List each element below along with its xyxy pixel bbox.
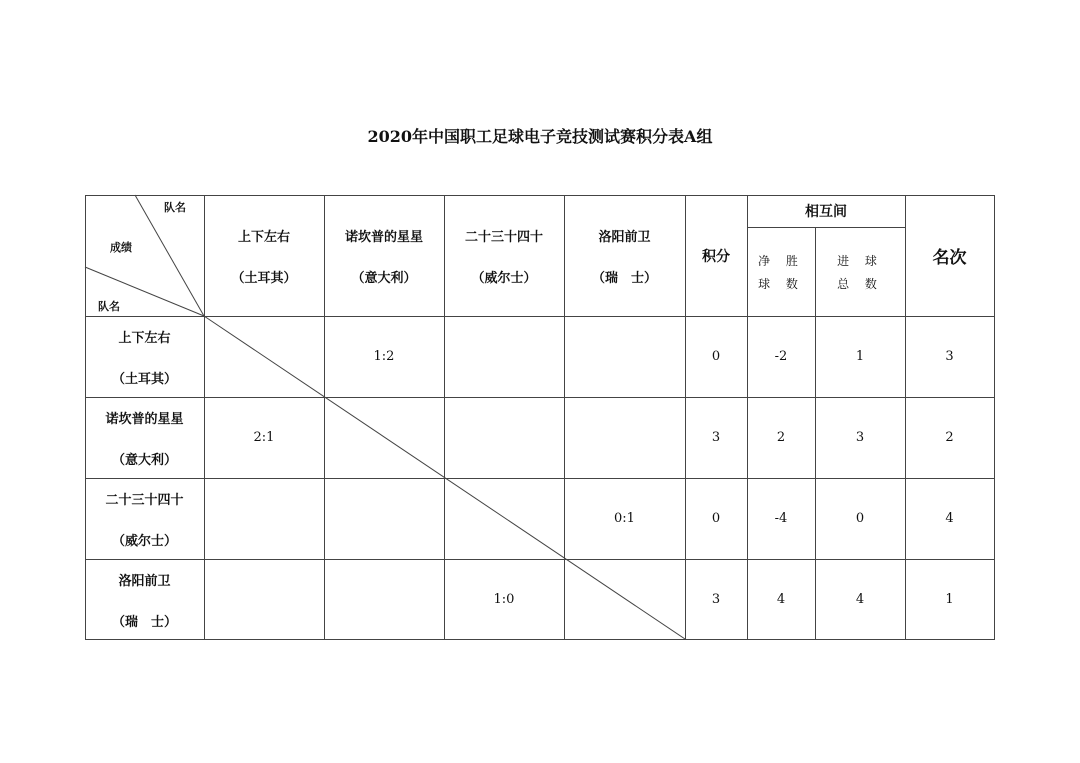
col-header-team-1 [204,195,324,316]
team-name: 洛阳前卫 [118,573,171,589]
points-cell: 0 [711,511,721,526]
score-cell [444,316,564,397]
net-goals-cell: -4 [774,511,788,526]
rank-cell: 4 [945,511,954,526]
row-header-team-1 [85,316,204,397]
team-name: 二十三十四十 [105,492,184,508]
col-header-total-goals [815,227,905,316]
row-header-team-2 [85,397,204,478]
rank-cell: 1 [945,592,954,607]
score-cell [324,397,444,478]
team-country: （威尔士） [111,533,177,549]
points-cell: 3 [711,430,721,445]
score-cell: 0:1 [614,511,635,526]
rank-cell: 2 [945,430,954,445]
net-goals-cell: -2 [774,349,788,364]
team-country: （土耳其） [231,270,297,286]
score-cell: 2:1 [253,430,275,445]
rank-cell: 3 [945,349,954,364]
team-name: 诺坎普的星星 [105,411,184,427]
team-name: 上下左右 [237,229,290,245]
score-cell: 1:2 [373,349,395,364]
team-country: （瑞 士） [111,614,177,630]
team-country: （意大利） [111,452,177,468]
goals-label-1: 进 球 [837,253,883,268]
score-cell [204,478,324,559]
col-header-mutual: 相互间 [805,204,847,220]
col-header-net-goals [747,227,815,316]
score-cell [204,316,324,397]
score-cell: 1:0 [493,592,515,607]
score-cell [564,316,685,397]
col-header-points: 积分 [702,248,730,265]
score-cell [204,559,324,640]
col-header-team-3 [444,195,564,316]
net-goals-cell: 2 [776,430,786,445]
score-cell [324,478,444,559]
net-label-1: 净 胜 [758,253,804,268]
col-header-rank: 名次 [932,248,967,268]
team-country: （瑞 士） [591,270,657,286]
page-title: 2020年中国职工足球电子竞技测试赛积分表A组 [367,127,713,146]
corner-team-top: 队名 [164,201,186,214]
score-cell [564,397,685,478]
net-goals-cell: 4 [776,592,786,607]
total-goals-cell: 4 [855,592,865,607]
total-goals-cell: 1 [855,349,865,364]
total-goals-cell: 3 [855,430,865,445]
points-cell: 3 [711,592,721,607]
team-name: 上下左右 [118,330,171,346]
col-header-team-4 [564,195,685,316]
team-name: 二十三十四十 [464,229,543,245]
team-country: （威尔士） [471,270,537,286]
team-country: （土耳其） [111,371,177,387]
goals-label-2: 总 数 [837,276,883,291]
row-header-team-4 [85,559,204,640]
score-cell [564,559,685,640]
row-header-team-3 [85,478,204,559]
score-cell [324,559,444,640]
points-cell: 0 [711,349,721,364]
team-name: 洛阳前卫 [598,229,651,245]
score-cell [444,397,564,478]
team-name: 诺坎普的星星 [344,229,423,245]
net-label-2: 球 数 [758,276,804,291]
score-cell [444,478,564,559]
corner-team-bottom: 队名 [98,300,120,313]
team-country: （意大利） [351,270,417,286]
total-goals-cell: 0 [855,511,865,526]
corner-score: 成绩 [110,241,132,254]
col-header-team-2 [324,195,444,316]
